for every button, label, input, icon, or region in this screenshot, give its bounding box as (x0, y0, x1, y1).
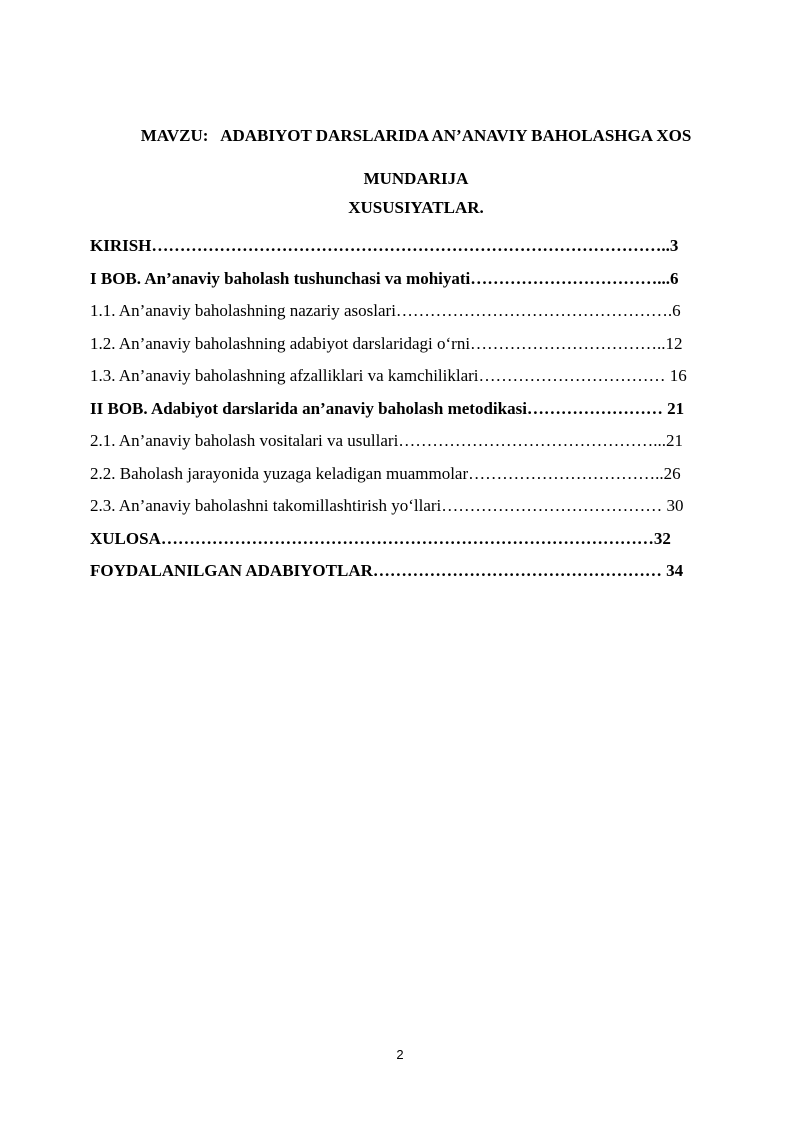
toc-entry: I BOB. An’anaviy baholash tushunchasi va mohiyati……………………………...6 (90, 268, 679, 288)
page-number: 2 (396, 1047, 404, 1062)
title-line-2: XUSUSIYATLAR. (348, 198, 484, 217)
title-line-1: MAVZU: ADABIYOT DARSLARIDA AN’ANAVIY BAHOLASHGA XOS (140, 126, 692, 145)
toc-entry: 2.2. Baholash jarayonida yuzaga keladigan muammolar……………………………..26 (90, 463, 681, 483)
toc-entry: XULOSA……………………………………………………………………………32 (90, 528, 671, 548)
toc-entry: II BOB. Adabiyot darslarida an’anaviy baholash metodikasi…………………… 21 (90, 398, 685, 418)
toc-entry: 1.3. An’anaviy baholashning afzalliklari va kamchiliklari…………………………… 16 (90, 366, 687, 385)
toc-heading: MUNDARIJA (363, 169, 469, 188)
toc-entry: 2.1. An’anaviy baholash vositalari va usullari………………………………………...21 (90, 431, 684, 450)
toc-entry: 1.2. An’anaviy baholashning adabiyot darslaridagi o‘rni……………………………..12 (90, 333, 683, 353)
toc-entry: FOYDALANILGAN ADABIYOTLAR…………………………………………… 34 (90, 561, 684, 580)
toc-entry: 2.3. An’anaviy baholashni takomillashtirish yo‘llari………………………………… 30 (90, 496, 684, 515)
toc-entry: 1.1. An’anaviy baholashning nazariy asoslari………………………………………….6 (90, 301, 681, 320)
table-of-contents (90, 230, 742, 588)
toc-entry: KIRISH………………………………………………………………………………..3 (90, 236, 679, 255)
